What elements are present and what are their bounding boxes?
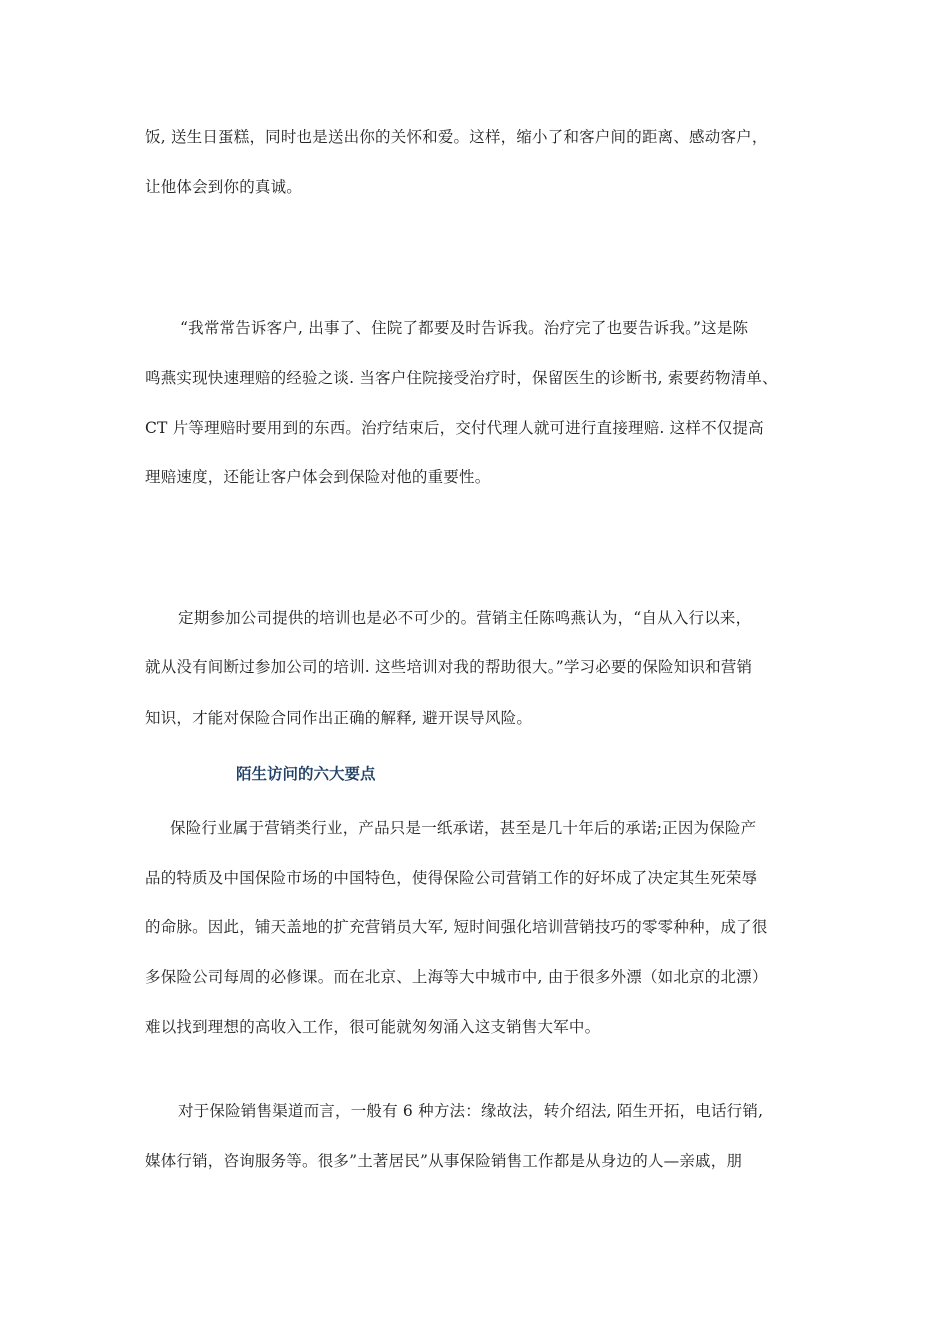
paragraph-line: 知识，才能对保险合同作出正确的解释, 避开误导风险。	[145, 709, 533, 727]
section-heading: 陌生访问的六大要点	[236, 764, 376, 783]
paragraph-line: 就从没有间断过参加公司的培训. 这些培训对我的帮助很大。”学习必要的保险知识和营销	[145, 658, 753, 676]
paragraph-line: 理赔速度，还能让客户体会到保险对他的重要性。	[145, 468, 491, 486]
paragraph-line: 保险行业属于营销类行业，产品只是一纸承诺，甚至是几十年后的承诺;正因为保险产	[170, 819, 757, 837]
paragraph-line: 饭, 送生日蛋糕，同时也是送出你的关怀和爱。这样，缩小了和客户间的距离、感动客户，	[145, 128, 768, 146]
paragraph-line: 难以找到理想的高收入工作，很可能就匆匆涌入这支销售大军中。	[145, 1018, 601, 1036]
paragraph-line: 品的特质及中国保险市场的中国特色，使得保险公司营销工作的好坏成了决定其生死荣辱	[145, 869, 758, 887]
paragraph-line: “我常常告诉客户, 出事了、住院了都要及时告诉我。治疗完了也要告诉我。”这是陈	[180, 319, 749, 337]
paragraph-line: 定期参加公司提供的培训也是必不可少的。营销主任陈鸣燕认为，“自从入行以来，	[178, 609, 752, 627]
paragraph-line: CT 片等理赔时要用到的东西。治疗结束后，交付代理人就可进行直接理赔. 这样不仅提高	[145, 419, 764, 437]
paragraph-line: 鸣燕实现快速理赔的经验之谈. 当客户住院接受治疗时，保留医生的诊断书, 索要药物清单、	[145, 369, 778, 387]
paragraph-line: 多保险公司每周的必修课。而在北京、上海等大中城市中, 由于很多外漂（如北京的北漂）	[145, 968, 768, 986]
paragraph-line: 让他体会到你的真诚。	[145, 178, 303, 196]
paragraph-line: 媒体行销，咨询服务等。很多”土著居民”从事保险销售工作都是从身边的人—亲戚，朋	[145, 1152, 743, 1170]
paragraph-line: 的命脉。因此，铺天盖地的扩充营销员大军, 短时间强化培训营销技巧的零零种种，成了很	[145, 918, 768, 936]
paragraph-line: 对于保险销售渠道而言，一般有 6 种方法：缘故法，转介绍法, 陌生开拓，电话行销,	[178, 1102, 764, 1120]
